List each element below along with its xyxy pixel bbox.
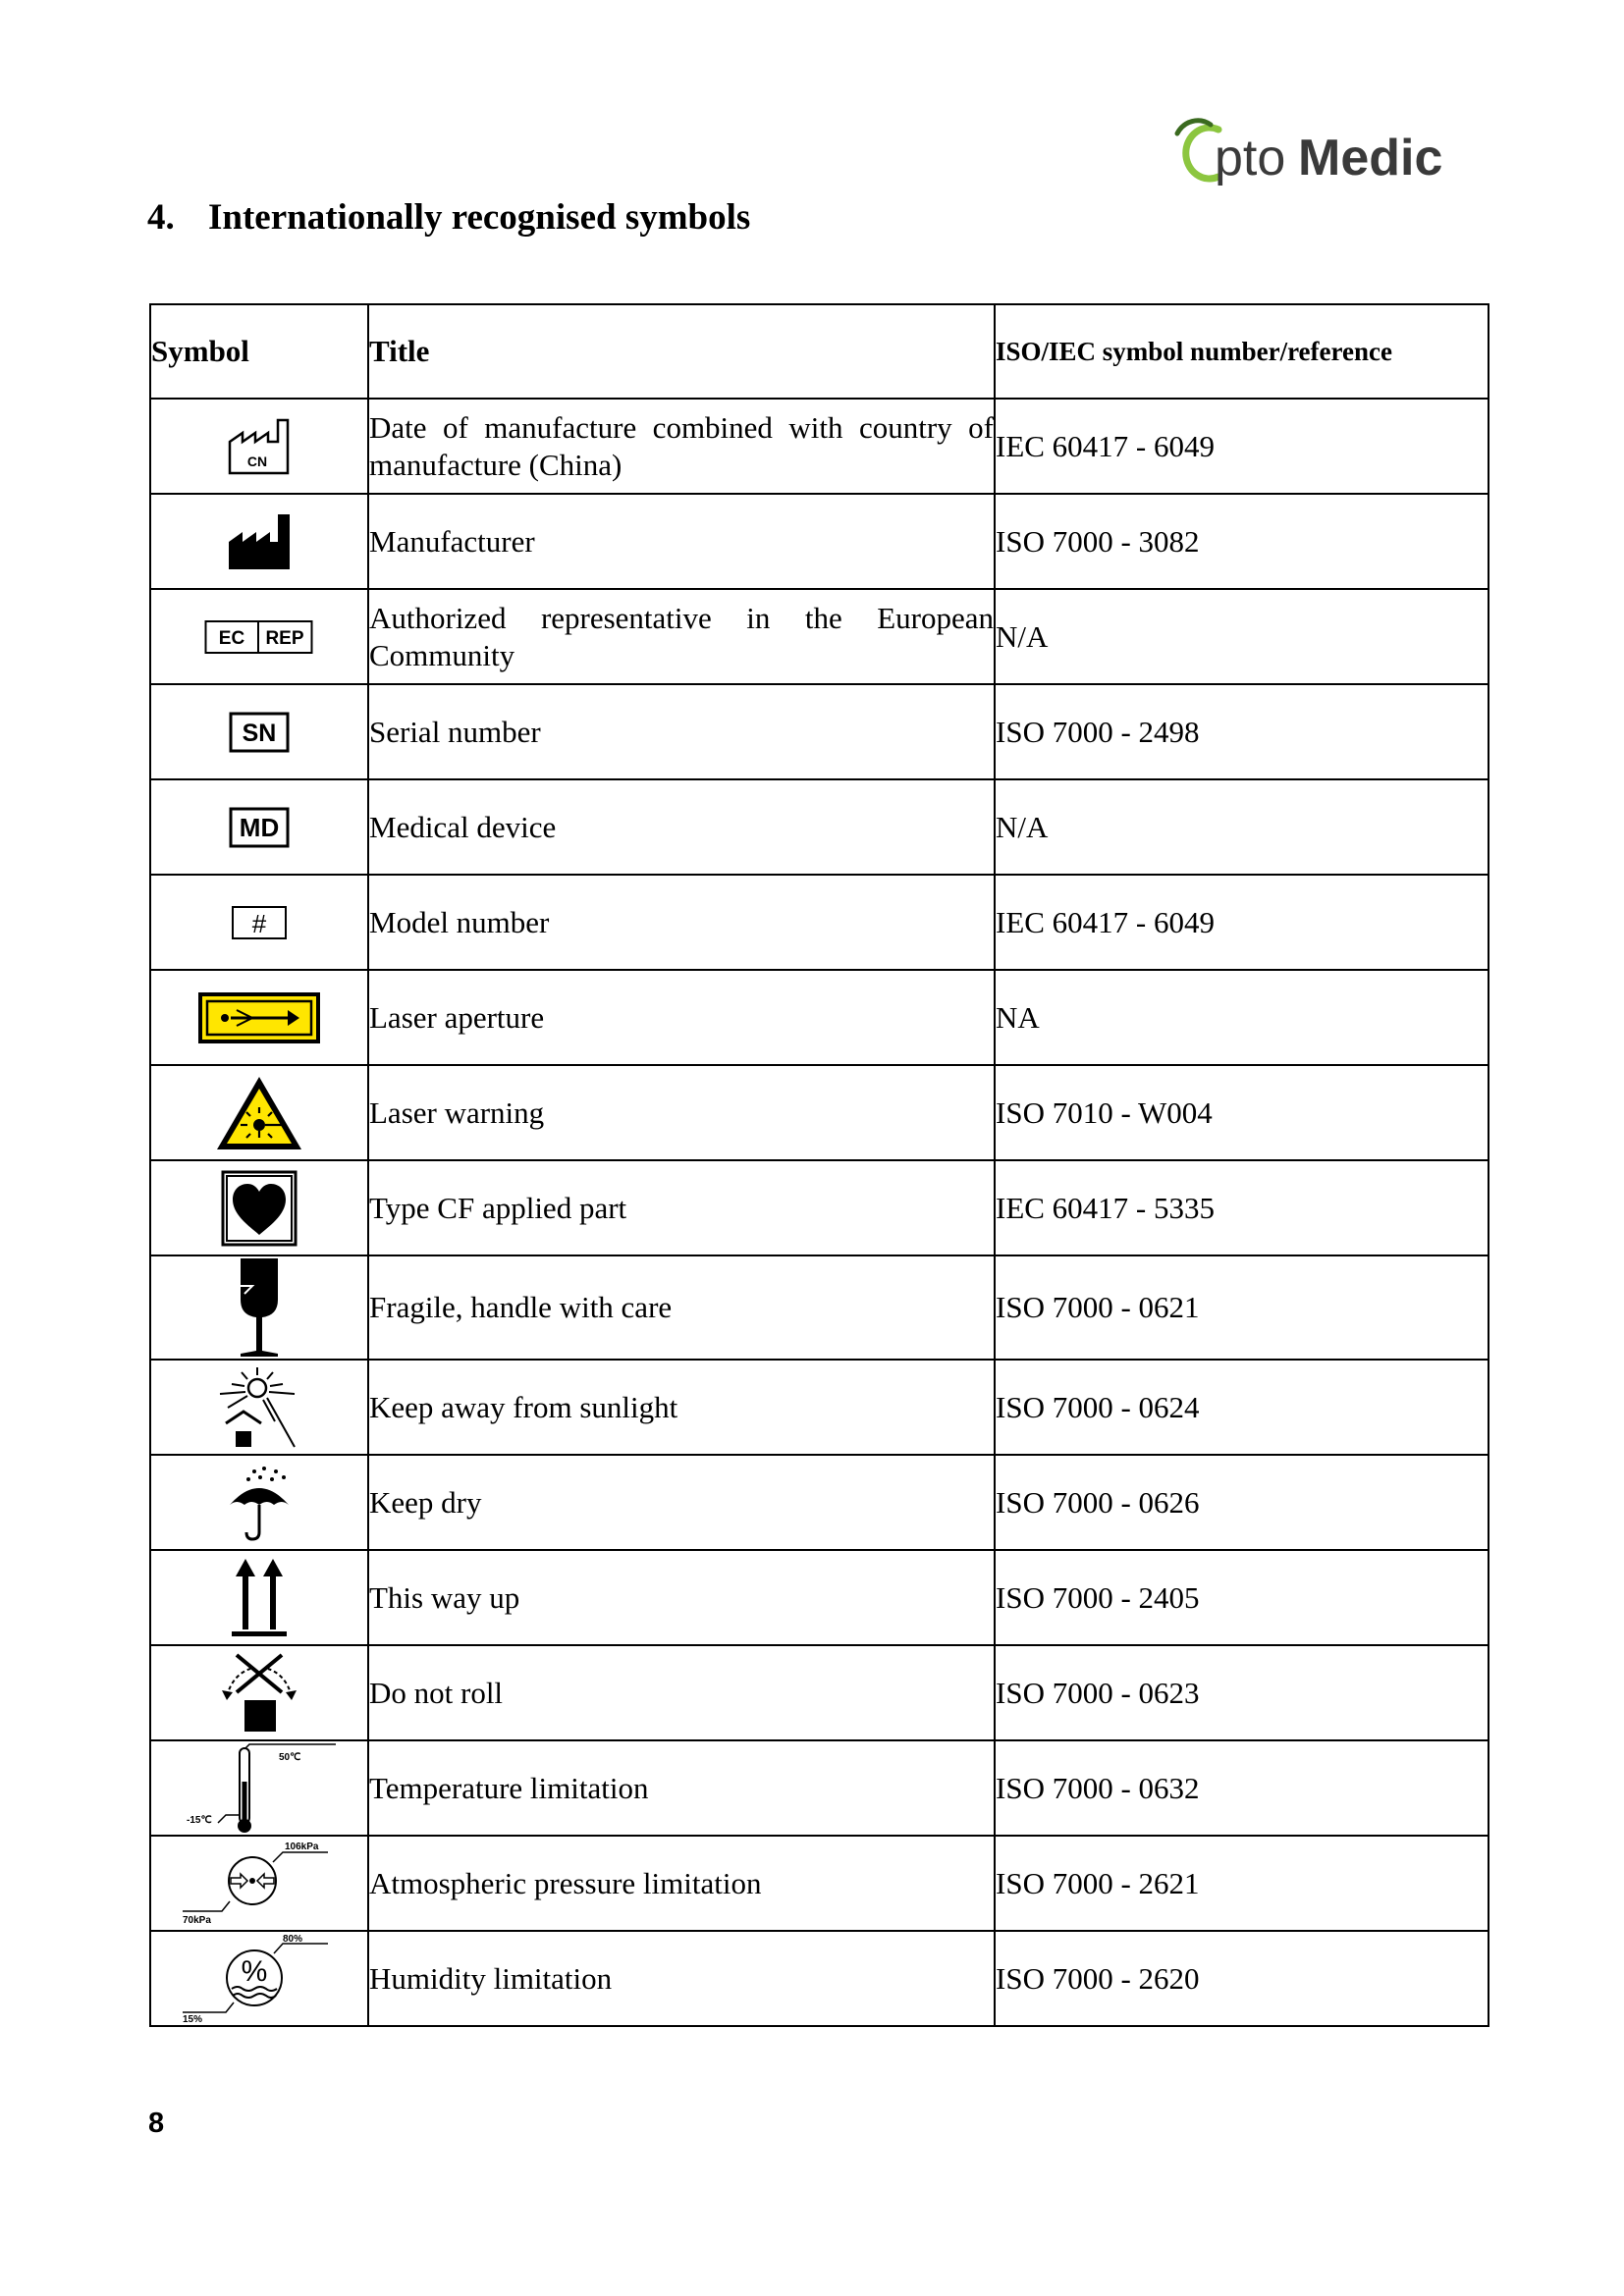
row-title: Laser warning <box>368 1065 995 1160</box>
row-title: Medical device <box>368 779 995 875</box>
svg-text:CN: CN <box>246 453 268 469</box>
header-reference: ISO/IEC symbol number/reference <box>995 304 1489 399</box>
serial-number-icon <box>229 712 290 753</box>
symbols-table <box>149 303 1489 2027</box>
svg-text:#: # <box>251 908 267 938</box>
table-row <box>150 1065 1489 1160</box>
table-header-row <box>150 304 1489 399</box>
row-title: Laser aperture <box>368 970 995 1065</box>
row-reference: N/A <box>995 779 1489 875</box>
table-row <box>150 589 1489 684</box>
row-title: Humidity limitation <box>368 1931 995 2026</box>
svg-text:Medic: Medic <box>1298 130 1443 187</box>
atmospheric-pressure-limitation-icon <box>181 1842 338 1925</box>
table-row <box>150 684 1489 779</box>
table-row <box>150 779 1489 875</box>
table-row <box>150 1740 1489 1836</box>
table-row <box>150 1931 1489 2026</box>
table-row <box>150 399 1489 494</box>
row-title: Keep dry <box>368 1455 995 1550</box>
date-of-manufacture-cn-icon <box>227 416 292 477</box>
row-reference: ISO 7000 - 2405 <box>995 1550 1489 1645</box>
svg-text:SN: SN <box>242 719 277 747</box>
row-title: This way up <box>368 1550 995 1645</box>
row-title: Keep away from sunlight <box>368 1360 995 1455</box>
optomedic-logo <box>1164 116 1488 194</box>
header-title: Title <box>368 304 995 399</box>
this-way-up-icon <box>230 1557 289 1639</box>
manufacturer-icon <box>227 512 292 571</box>
row-title: Fragile, handle with care <box>368 1255 995 1360</box>
row-reference: ISO 7000 - 0626 <box>995 1455 1489 1550</box>
header-symbol: Symbol <box>150 304 368 399</box>
row-title: Type CF applied part <box>368 1160 995 1255</box>
laser-warning-icon <box>214 1074 304 1152</box>
svg-text:EC: EC <box>218 627 245 649</box>
table-row <box>150 1550 1489 1645</box>
section-title: Internationally recognised symbols <box>208 197 751 238</box>
keep-away-from-sunlight-icon <box>212 1364 306 1451</box>
row-reference: ISO 7000 - 2620 <box>995 1931 1489 2026</box>
row-reference: N/A <box>995 589 1489 684</box>
row-title: Manufacturer <box>368 494 995 589</box>
row-reference: ISO 7000 - 2621 <box>995 1836 1489 1931</box>
row-title: Authorized representative in the European Community <box>368 589 995 684</box>
row-title: Temperature limitation <box>368 1740 995 1836</box>
section-number: 4. <box>147 197 175 238</box>
table-row <box>150 1645 1489 1740</box>
svg-text:15%: 15% <box>183 2013 203 2024</box>
row-reference: ISO 7000 - 0621 <box>995 1255 1489 1360</box>
temperature-limitation-icon <box>181 1742 338 1835</box>
row-reference: ISO 7000 - 0624 <box>995 1360 1489 1455</box>
row-title: Serial number <box>368 684 995 779</box>
table-row <box>150 875 1489 970</box>
svg-text:MD: MD <box>239 812 280 842</box>
svg-text:70kPa: 70kPa <box>183 1914 211 1925</box>
table-row <box>150 1836 1489 1931</box>
row-reference: IEC 60417 - 6049 <box>995 875 1489 970</box>
table-row <box>150 1360 1489 1455</box>
laser-aperture-icon <box>197 991 321 1044</box>
table-row <box>150 1255 1489 1360</box>
section-heading <box>147 196 750 239</box>
table-row <box>150 494 1489 589</box>
model-number-icon <box>231 905 288 940</box>
row-title: Model number <box>368 875 995 970</box>
svg-text:-15℃: -15℃ <box>187 1814 212 1826</box>
row-reference: ISO 7000 - 3082 <box>995 494 1489 589</box>
row-reference: IEC 60417 - 6049 <box>995 399 1489 494</box>
table-row <box>150 1160 1489 1255</box>
keep-dry-icon <box>225 1464 294 1542</box>
row-reference: ISO 7000 - 0632 <box>995 1740 1489 1836</box>
row-reference: ISO 7000 - 0623 <box>995 1645 1489 1740</box>
row-title: Do not roll <box>368 1645 995 1740</box>
page-number: 8 <box>148 2108 165 2139</box>
do-not-roll-icon <box>219 1651 299 1735</box>
svg-text:50℃: 50℃ <box>279 1751 301 1763</box>
table-row <box>150 1455 1489 1550</box>
svg-text:REP: REP <box>265 627 304 649</box>
svg-text:%: % <box>241 1954 268 1988</box>
fragile-icon <box>235 1256 284 1359</box>
humidity-limitation-icon <box>181 1934 338 2024</box>
svg-text:pto: pto <box>1215 130 1286 187</box>
ec-rep-icon <box>204 619 314 655</box>
table-row <box>150 970 1489 1065</box>
row-reference: ISO 7010 - W004 <box>995 1065 1489 1160</box>
type-cf-applied-part-icon <box>221 1170 298 1247</box>
svg-text:106kPa: 106kPa <box>285 1842 319 1852</box>
medical-device-icon <box>229 807 290 848</box>
row-reference: ISO 7000 - 2498 <box>995 684 1489 779</box>
svg-text:80%: 80% <box>283 1933 303 1945</box>
row-title: Atmospheric pressure limitation <box>368 1836 995 1931</box>
row-title: Date of manufacture combined with country of manufacture (China) <box>368 399 995 494</box>
row-reference: IEC 60417 - 5335 <box>995 1160 1489 1255</box>
row-reference: NA <box>995 970 1489 1065</box>
